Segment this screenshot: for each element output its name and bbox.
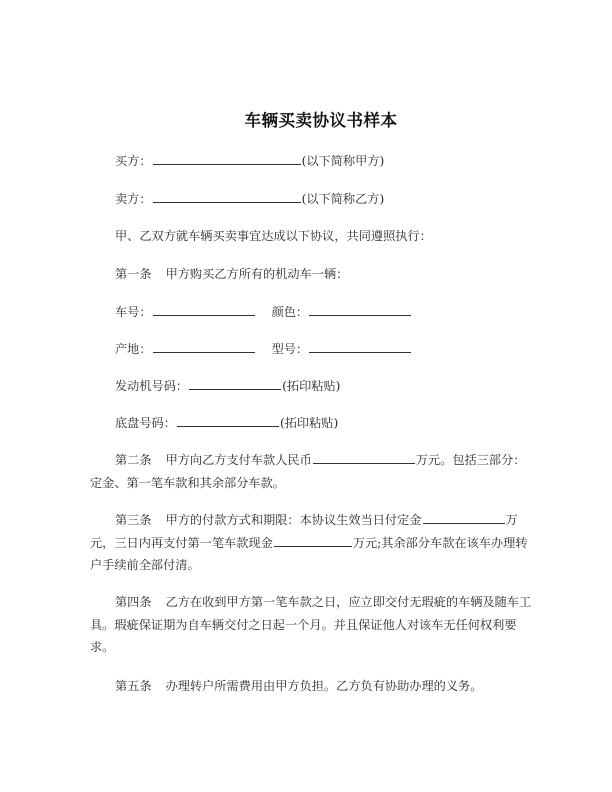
article4-line1: 乙方在收到甲方第一笔车款之日，应立即交付无瑕疵的车辆及随车工 [165,595,532,609]
article3-line3: 户手续前全部付清。 [90,558,200,572]
chassis-blank[interactable] [177,414,279,427]
article5 [90,675,518,698]
color-label: 颜色： [271,305,309,319]
model-blank[interactable] [309,340,411,353]
document-title: 车辆买卖协议书样本 [244,111,398,130]
article3-text-b: 万 [505,513,518,527]
engine-line [115,377,340,394]
article3 [90,509,528,577]
article4-line3: 求。 [90,640,115,654]
article4-heading: 第四条 [115,595,152,609]
deposit-blank[interactable] [423,511,505,524]
origin-label: 产地： [115,342,152,356]
article3-line2-b: 万元;其余部分车款在该车办理转 [352,535,528,550]
intro-line: 甲、乙双方就车辆买卖事宜达成以下协议，共同遵照执行： [115,229,432,243]
color-blank[interactable] [309,303,411,316]
plate-blank[interactable] [153,303,255,316]
seller-label: 卖方： [115,192,152,206]
article2 [90,449,526,494]
buyer-label: 买方： [115,154,152,168]
buyer-suffix: (以下简称甲方) [301,154,385,168]
article2-line2: 定金、第一笔车款和其余部分车款。 [90,475,285,490]
engine-label: 发动机号码： [115,379,189,393]
article2-heading: 第二条 [115,453,152,467]
chassis-label: 底盘号码： [115,416,176,430]
origin-blank[interactable] [153,340,255,353]
article4-line2: 具。瑕疵保证期为自车辆交付之日起一个月。并且保证他人对该车无任何权利要 [90,617,517,632]
seller-line [115,190,384,207]
buyer-line [115,152,384,169]
plate-label: 车号： [115,305,152,319]
chassis-suffix: (拓印粘贴) [279,416,339,430]
article4 [90,591,532,659]
article3-heading: 第三条 [115,513,152,527]
seller-blank[interactable] [153,190,301,203]
engine-suffix: (拓印粘贴) [282,379,341,393]
article3-line2-a: 元，三日内再支付第一笔车款现金 [90,535,273,550]
engine-blank[interactable] [189,377,281,390]
price-blank[interactable] [313,451,415,464]
seller-suffix: (以下简称乙方) [301,192,385,206]
article2-text-a: 甲方向乙方支付车款人民币 [165,453,312,467]
article5-text: 办理转户所需费用由甲方负担。乙方负有协助办理的义务。 [165,679,483,693]
first-payment-blank[interactable] [274,534,352,547]
origin-model-line [115,340,412,357]
article1-heading: 第一条 [115,267,152,281]
chassis-line [115,414,338,431]
article2-text-b: 万元。包括三部分： [415,453,526,467]
article1-line [115,266,348,282]
model-label: 型号： [271,342,309,356]
plate-color-line [115,303,412,320]
article1-text: 甲方购买乙方所有的机动车一辆： [165,267,349,281]
buyer-blank[interactable] [153,152,301,165]
article3-text-a: 甲方的付款方式和期限：本协议生效当日付定金 [165,513,422,527]
article5-heading: 第五条 [115,679,152,693]
